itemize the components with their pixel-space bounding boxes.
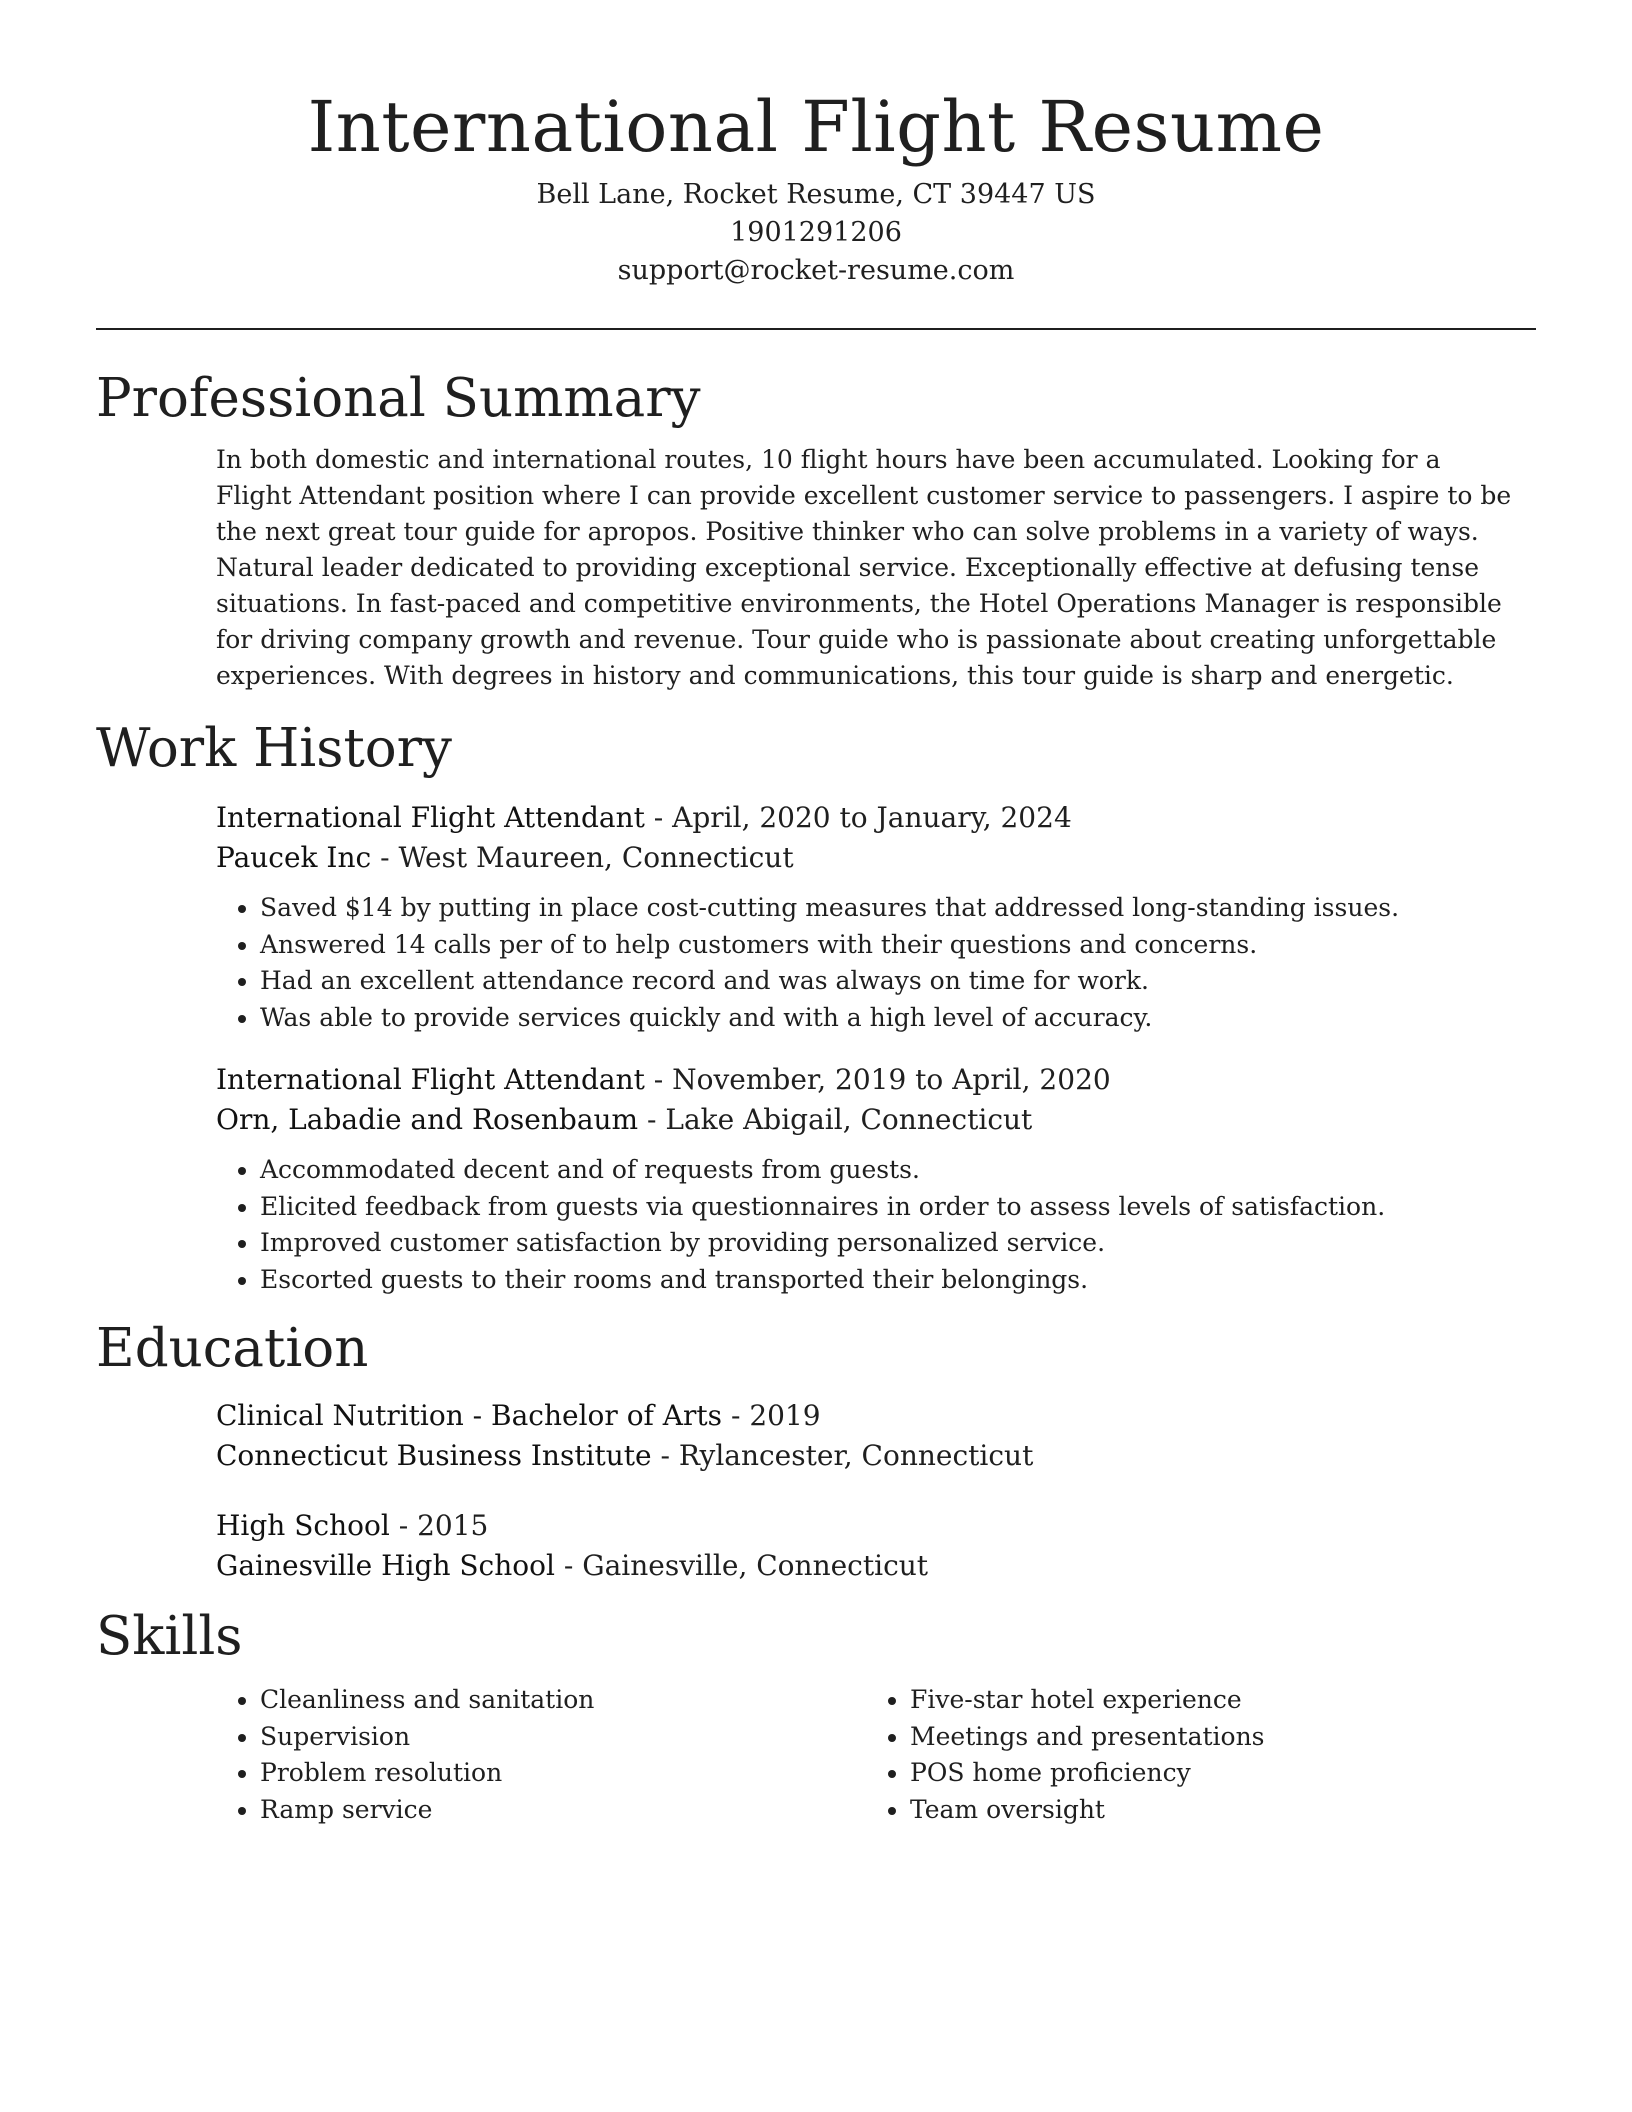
separator: - [644,1063,673,1096]
job-bullet: • Had an excellent attendance record and was always on time for work. [260,963,1536,1000]
separator: - [651,1439,679,1472]
header-divider [96,328,1536,330]
education-entry [216,1506,1536,1586]
contact-phone: 1901291206 [730,217,902,248]
education-degree-line [216,1506,1536,1546]
job-bullets [216,890,1536,1036]
skill-item: • Meetings and presentations [910,1719,1516,1756]
separator: - [371,841,399,874]
skills-column-left [216,1682,866,1828]
job-bullets [216,1152,1536,1298]
job-dates: November, 2019 to April, 2020 [672,1063,1111,1096]
job-location: Lake Abigail, Connecticut [665,1103,1033,1136]
education-degree-line [216,1396,1536,1436]
job-title-line [216,798,1536,838]
education-year: 2019 [749,1399,821,1432]
separator: - [638,1103,666,1136]
education-location: Rylancester, Connecticut [678,1439,1034,1472]
contact-address: Bell Lane, Rocket Resume, CT 39447 US [536,179,1096,210]
education-school: Gainesville High School [216,1549,555,1582]
skill-item: • Five-star hotel experience [910,1682,1516,1719]
work-history-list [96,798,1536,1298]
contact-email: support@rocket-resume.com [617,255,1015,286]
resume-header [96,0,1536,290]
skill-item: • Cleanliness and sanitation [260,1682,866,1719]
education-list [96,1396,1536,1586]
education-school-line [216,1546,1536,1586]
separator: - [644,801,673,834]
job-entry [216,798,1536,1036]
job-title: International Flight Attendant [216,801,645,834]
job-entry [216,1060,1536,1298]
education-degree: Clinical Nutrition - Bachelor of Arts [216,1399,723,1432]
education-school-line [216,1436,1536,1476]
education-heading: Education [96,1318,369,1379]
skill-item: • POS home proficiency [910,1755,1516,1792]
job-bullet: • Improved customer satisfaction by providing personalized service. [260,1225,1536,1262]
skills-list-right [866,1682,1516,1828]
separator: - [554,1549,583,1582]
education-entry [216,1396,1536,1476]
job-dates: April, 2020 to January, 2024 [672,801,1072,834]
education-location: Gainesville, Connecticut [582,1549,929,1582]
work-history-heading: Work History [96,718,452,779]
skills-grid [216,1682,1536,1828]
job-bullet: • Saved $14 by putting in place cost-cutting measures that addressed long-standing issues. [260,890,1536,927]
skill-item: • Problem resolution [260,1755,866,1792]
job-title: International Flight Attendant [216,1063,645,1096]
education-school: Connecticut Business Institute [216,1439,652,1472]
job-title-line [216,1060,1536,1100]
job-bullet: • Accommodated decent and of requests from guests. [260,1152,1536,1189]
job-company-line [216,1100,1536,1140]
separator: - [722,1399,750,1432]
job-location: West Maureen, Connecticut [398,841,794,874]
skill-item: • Supervision [260,1719,866,1756]
skill-item: • Ramp service [260,1792,866,1829]
job-bullet: • Elicited feedback from guests via questionnaires in order to assess levels of satisfaction. [260,1189,1536,1226]
education-degree: High School [216,1509,390,1542]
resume-title: International Flight Resume [307,86,1325,168]
skills-heading: Skills [96,1606,243,1667]
job-bullet: • Answered 14 calls per of to help customers with their questions and concerns. [260,927,1536,964]
summary-heading: Professional Summary [96,368,701,429]
summary-text: In both domestic and international routes, 10 flight hours have been accumulated. Looking for a Flight Attendant position where I can provide excellent customer service to passengers. I aspire to be the next great tour guide for apropos. Positive thinker who can solve problems in a variety of ways. Natural leader dedicated to providing exceptional service. Exceptionally effective at defusing tense situations. In fast-paced and competitive environments, the Hotel Operations Manager is responsible for driving company growth and revenue. Tour guide who is passionate about creating unforgettable experiences. With degrees in history and communications, this tour guide is sharp and energetic. [216,445,1512,690]
skills-list-left [216,1682,866,1828]
job-company: Orn, Labadie and Rosenbaum [216,1103,639,1136]
separator: - [389,1509,418,1542]
skill-item: • Team oversight [910,1792,1516,1829]
skills-column-right [866,1682,1516,1828]
job-company: Paucek Inc [216,841,372,874]
job-bullet: • Escorted guests to their rooms and transported their belongings. [260,1262,1536,1299]
education-year: 2015 [417,1509,489,1542]
job-bullet: • Was able to provide services quickly and with a high level of accuracy. [260,1000,1536,1037]
job-company-line [216,838,1536,878]
